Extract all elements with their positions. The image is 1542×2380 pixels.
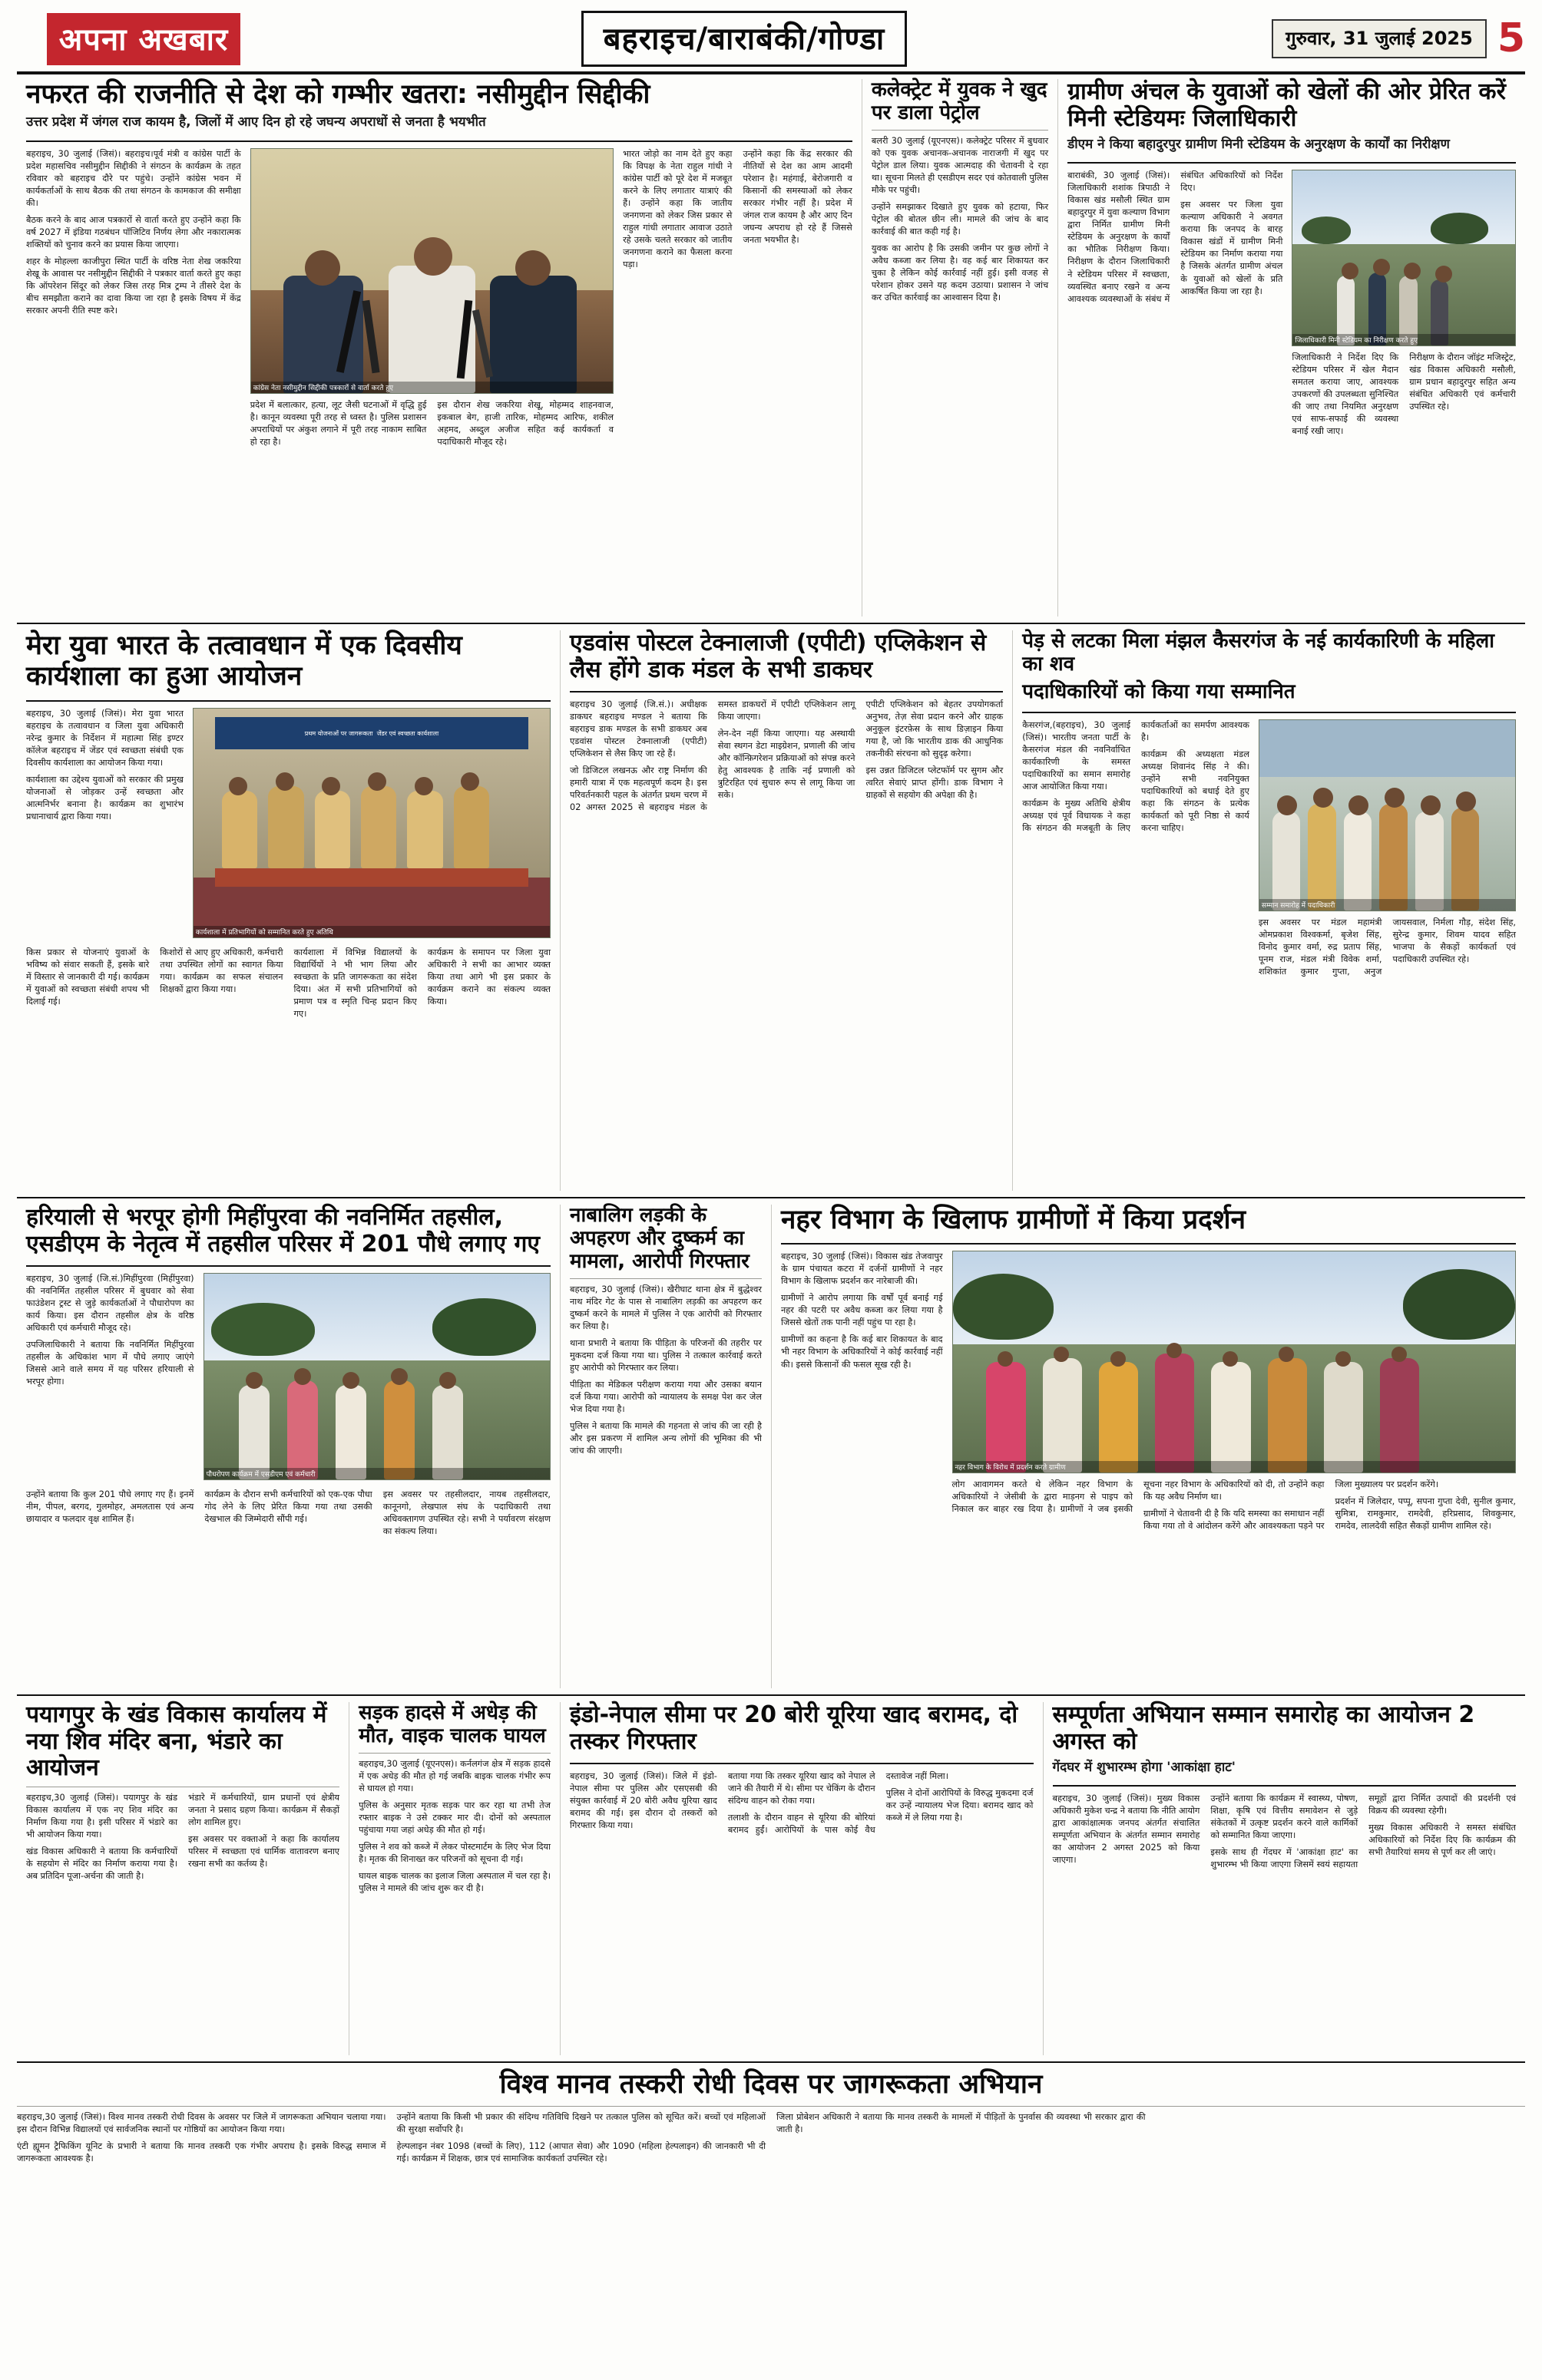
- paragraph: ग्रामीणों ने चेतावनी दी है कि यदि समस्या का समाधान नहीं किया गया तो वे आंदोलन करेंगे और आवश्यकता पड़ने पर जिला मुख्यालय पर प्रदर्शन करेंगे।: [1143, 1479, 1439, 1532]
- paragraph: बहराइच, 30 जुलाई (जिसं)। मुख्य विकास अधिकारी मुकेश चन्द्र ने बताया कि नीति आयोग द्वारा आकांक्षात्मक जनपद अंतर्गत संचालित सम्पूर्णता अभियान के अंतर्गत सम्मान समारोह का आयोजन 2 अगस्त 2025 को किया जाएगा।: [1052, 1793, 1200, 1866]
- paragraph: शहर के मोहल्ला काजीपुरा स्थित पार्टी के वरिष्ठ नेता शेख जकरिया शेखू के आवास पर नसीमुद्दीन सिद्दीकी ने पत्रकार वार्ता करते हुए कहा कि ऑपरेशन सिंदूर को लेकर जिस तरह मित्र ट्रम्प ने तीसरे देश के बीच समझौता कराने का दावा किया जा रहा है इसके विषय में केंद्र सरकार अपनी रीति स्पष्ट करे।: [26, 256, 241, 316]
- paragraph: इस अवसर पर मंडल महामंत्री ओमप्रकाश विश्वकर्मा, बृजेश सिंह, विनोद कुमार वर्मा, रुद्र प्रताप सिंह, पूनम राज, मंडल मंत्री विवेक शर्मा, शशिकांत कुमार गुप्ता, अनुज जायसवाल, निर्मला गौड़, संदेश सिंह, सुरेन्द्र कुमार, शिवम यादव सहित भाजपा के सैकड़ों कार्यकर्ता एवं पदाधिकारी उपस्थित रहे।: [1258, 917, 1516, 977]
- article-body-bottom: [26, 947, 551, 1020]
- article-body-left: [26, 148, 241, 453]
- article-apt-postal: [560, 630, 1012, 1191]
- paragraph: प्रदेश में बलात्कार, हत्या, लूट जैसी घटनाओं में वृद्धि हुई है। कानून व्यवस्था पूरी तरह से ध्वस्त है। पुलिस प्रशासन अपराधियों पर अंकुश लगाने में पूरी तरह नाकाम साबित हो रहा है।: [250, 399, 427, 447]
- paragraph: उन्होंने समझाकर दिखाते हुए युवक को हटाया, फिर पेट्रोल की बोतल छीन ली। मामले की जांच के बाद कार्रवाई की बात कही गई है।: [871, 201, 1049, 236]
- paragraph: पुलिस के अनुसार मृतक सड़क पार कर रहा था तभी तेज रफ्तार बाइक ने उसे टक्कर मार दी। दोनों को अस्पताल पहुंचाया गया जहां अधेड़ की मौत हो गई।: [359, 1800, 551, 1835]
- masthead-date: गुरुवार, 31 जुलाई 2025: [1272, 19, 1487, 58]
- paragraph: इस उन्नत डिजिटल प्लेटफॉर्म पर सुगम और त्वरित सेवाएं प्राप्त होंगी। डाक विभाग ने ग्राहकों से सहयोग की अपेक्षा की है।: [865, 765, 1004, 801]
- article-subhead: डीएम ने किया बहादुरपुर ग्रामीण मिनी स्टेडियम के अनुरक्षण के कार्यों का निरीक्षण: [1067, 137, 1450, 152]
- article-photo: प्रथम योजनाओं पर जागरूकता जेंडर एवं स्वच्छता कार्यशाला कार्यशाला में प्रतिभागियों को सम्मानित करते हुए अतिथि: [193, 708, 551, 938]
- article-body: [1022, 719, 1249, 978]
- paragraph: कार्यक्रम के समापन पर जिला युवा अधिकारी ने सभी का आभार व्यक्त किया तथा आगे भी इस प्रकार के कार्यक्रम कराने का संकल्प व्यक्त किया।: [427, 947, 551, 1007]
- article-headline: ग्रामीण अंचल के युवाओं को खेलों की ओर प्रेरित करें मिनी स्टेडियमः जिलाधिकारी: [1067, 78, 1506, 132]
- masthead: [17, 11, 1525, 74]
- paragraph: प्रदर्शन में जिलेदार, पप्पू, सपना गुप्ता देवी, सुनील कुमार, सुमित्रा, रामकुमार, रामदेवी, हरिप्रसाद, शिवकुमार, रामदेव, लालदेवी सहित सैकड़ों ग्रामीण शामिल रहे।: [1335, 1496, 1516, 1532]
- article-road-accident: [349, 1702, 560, 2055]
- photo-caption: कार्यशाला में प्रतिभागियों को सम्मानित करते हुए अतिथि: [194, 926, 550, 937]
- paragraph: बहराइच, 30 जुलाई (जिसं)। मेरा युवा भारत बहराइच के तत्वावधान व जिला युवा अधिकारी नरेन्द्र कुमार के निर्देशन में महात्मा सिंह इण्टर कॉलेज बहराइच में जेंडर एवं स्वच्छता संबंधी एक दिवसीय कार्यशाला का आयोजन किया गया।: [26, 708, 184, 768]
- paragraph: बहराइच,30 जुलाई (जिसं)। पयागपुर के खंड विकास कार्यालय में एक नए शिव मंदिर का निर्माण किया गया है। इसी परिसर में भंडारे का भी आयोजन किया गया।: [26, 1792, 178, 1840]
- paragraph: एपीटी एप्लिकेशन को बेहतर उपयोगकर्ता अनुभव, तेज़ सेवा प्रदान करने और ग्राहक अनुकूल इंटरफ़ेस के साथ डिज़ाइन किया गया है, जो कि भारतीय डाक की आधुनिक तकनीकी संरचना को सुदृढ़ करेगा।: [865, 699, 1004, 759]
- article-body: [570, 699, 1003, 814]
- paragraph: ग्रामीणों का कहना है कि कई बार शिकायत के बाद भी नहर विभाग के अधिकारियों ने कोई कार्रवाई नहीं की। इससे किसानों की फसल सूख रही है।: [780, 1334, 943, 1370]
- photo-caption: सम्मान समारोह में पदाधिकारी: [1259, 899, 1515, 911]
- article-headline: हरियाली से भरपूर होगी मिहींपुरवा की नवनिर्मित तहसील, एसडीएम के नेतृत्व में तहसील परिसर में 201 पौधे लगाए गए: [26, 1204, 540, 1258]
- article-body-2: [952, 1479, 1516, 1532]
- paragraph: बहराइच, 30 जुलाई (जि.सं.)मिहींपुरवा (मिहींपुरवा) की नवनिर्मित तहसील परिसर में बुधवार को सेवा फाउंडेशन ट्रस्ट से जुड़े कार्यकर्ताओं ने पौधारोपण का कार्य किया। इस दौरान तहसील क्षेत्र के वरिष्ठ अधिकारी एवं कर्मचारी मौजूद रहे।: [26, 1274, 194, 1334]
- paragraph: बहराइच,30 जुलाई (जिसं)। विश्व मानव तस्करी रोधी दिवस के अवसर पर जिले में जागरूकता अभियान चलाया गया। इस दौरान विभिन्न विद्यालयों एवं सार्वजनिक स्थानों पर गोष्ठियों का आयोजन किया गया।: [17, 2112, 386, 2135]
- paragraph: बहराइच, 30 जुलाई (जिसं)। जिले में इंडो-नेपाल सीमा पर पुलिस और एसएसबी की संयुक्त कार्रवाई में 20 बोरी अवैध यूरिया खाद बरामद की गई। इस दौरान दो तस्करों को गिरफ्तार किया गया।: [570, 1771, 717, 1831]
- paragraph: उपजिलाधिकारी ने बताया कि नवनिर्मित मिहींपुरवा तहसील के अधिकांश भाग में पौधे लगाए जाएंगे जिससे आने वाले समय में यह परिसर हरियाली से भरपूर होगा।: [26, 1340, 194, 1387]
- paragraph: पुलिस ने दोनों आरोपियों के विरुद्ध मुकदमा दर्ज कर उन्हें न्यायालय भेज दिया। बरामद खाद को कब्जे में ले लिया गया है।: [885, 1788, 1034, 1823]
- article-body-2: [1259, 917, 1516, 978]
- paragraph: जो डिजिटल लखनऊ और राष्ट्र निर्माण की हमारी यात्रा में एक महत्वपूर्ण कदम है। इस परिवर्तनकारी पहल के अंतर्गत प्रथम चरण में 02 अगस्त 2025 से बहराइच मंडल के समस्त डाकघरों में एपीटी एप्लिकेशन लागू किया जाएगा।: [570, 699, 855, 813]
- article-body-2: [1292, 352, 1516, 438]
- paragraph: कैसरगंज,(बहराइच), 30 जुलाई (जिसं)। भारतीय जनता पार्टी के कैसरगंज मंडल की नवनिर्वाचित कार्यकारिणी के समस्त पदाधिकारियों का समान समारोह आज आयोजित किया गया।: [1022, 719, 1131, 792]
- article-mini-stadium: [1057, 79, 1525, 616]
- article-photo: [1259, 719, 1516, 911]
- paragraph: तलाशी के दौरान वाहन से यूरिया की बोरियां बरामद हुईं। आरोपियों के पास कोई वैध दस्तावेज नहीं मिला।: [727, 1771, 949, 1836]
- paragraph: कार्यशाला का उद्देश्य युवाओं को सरकार की प्रमुख योजनाओं से जोड़कर उन्हें स्वच्छता और आत्मनिर्भर बनाना है। कार्यक्रम का शुभारंभ प्रधानाचार्य द्वारा किया गया।: [26, 774, 184, 821]
- paragraph: बलरी 30 जुलाई (यूएनएस)। कलेक्ट्रेट परिसर में बुधवार को एक युवक अचानक-अचानक नाराजगी में खुद पर पेट्रोल डाल लिया। युवक आत्मदाह की चेतावनी दे रहा था। सूचना मिलते ही एसडीएम सदर एवं कोतवाली पुलिस मौके पर पहुंची।: [871, 135, 1049, 195]
- paragraph: किशोरों से आए हुए अधिकारी, कर्मचारी तथा उपस्थित लोगों का स्वागत किया गया। कार्यक्रम का सफल संचालन शिक्षकों द्वारा किया गया।: [160, 947, 283, 994]
- paragraph: जिलाधिकारी ने निर्देश दिए कि स्टेडियम परिसर में खेल मैदान समतल कराया जाए, आवश्यक उपकरणों की उपलब्धता सुनिश्चित की जाए तथा नियमित अनुरक्षण एवं साफ-सफाई की व्यवस्था बनाई रखी जाए।: [1292, 352, 1399, 437]
- article-mihipurwa-tehsil: [17, 1205, 560, 1688]
- article-body: [359, 1758, 551, 1899]
- paragraph: इस दौरान शेख जकरिया शेखू, मोहम्मद शाहनवाज, इकबाल बेग, हाजी तारिक, मोहम्मद आरिफ, शकील अहमद, अब्दुल अजीज सहित कई कार्यकर्ता व पदाधिकारी मौजूद रहे।: [437, 399, 614, 447]
- masthead-logo-text: अपना अखबार: [47, 13, 241, 65]
- paragraph: बताया गया कि तस्कर यूरिया खाद को नेपाल ले जाने की तैयारी में थे। सीमा पर चेकिंग के दौरान संदिग्ध वाहन को रोका गया।: [727, 1771, 875, 1806]
- article-body-left: [26, 708, 184, 944]
- article-headline: पेड़ से लटका मिला मंझल कैसरगंज के नई कार्यकारिणी के महिला का शव: [1022, 630, 1494, 676]
- paragraph: युवक का आरोप है कि उसकी जमीन पर कुछ लोगों ने अवैध कब्जा कर लिया है। वह कई बार शिकायत कर चुका है लेकिन कोई कार्रवाई नहीं हुई। इसी वजह से परेशान होकर उसने यह कदम उठाया। प्रशासन ने जांच कर उचित कार्रवाई का आश्वासन दिया है।: [871, 243, 1049, 303]
- row-1: [17, 79, 1525, 616]
- paragraph: उन्होंने बताया कि कार्यक्रम में स्वास्थ्य, पोषण, शिक्षा, कृषि एवं वित्तीय समावेशन से जुड़े संकेतकों में उत्कृष्ट प्रदर्शन करने वाले कार्मिकों को सम्मानित किया जाएगा।: [1210, 1793, 1358, 1841]
- paragraph: कार्यक्रम के दौरान सभी कर्मचारियों को एक-एक पौधा गोद लेने के लिए प्रेरित किया गया तथा उसकी देखभाल की जिम्मेदारी सौंपी गई।: [204, 1489, 372, 1525]
- paragraph: कार्यक्रम की अध्यक्षता मंडल अध्यक्ष शिवानंद सिंह ने की। उन्होंने सभी नवनियुक्त पदाधिकारियों को बधाई देते हुए कहा कि संगठन के प्रत्येक कार्यकर्ता को पूरी निष्ठा से कार्य करना चाहिए।: [1141, 749, 1249, 833]
- article-body-left: [781, 1251, 943, 1532]
- masthead-edition: [270, 11, 1218, 67]
- paragraph: इसके साथ ही गेंदघर में 'आकांक्षा हाट' का शुभारम्भ भी किया जाएगा जिसमें स्वयं सहायता समूहों द्वारा निर्मित उत्पादों की प्रदर्शनी एवं विक्रय की व्यवस्था रहेगी।: [1210, 1793, 1516, 1870]
- article-anti-trafficking-day: [17, 2069, 1525, 2165]
- article-headline: नहर विभाग के खिलाफ ग्रामीणों में किया प्रदर्शन: [780, 1205, 1246, 1235]
- article-sampoornata-abhiyan: [1043, 1702, 1526, 2055]
- paragraph: बहराइच,30 जुलाई (यूएनएस)। कर्नलगंज क्षेत्र में सड़क हादसे में एक अधेड़ की मौत हो गई जबकि बाइक चालक गंभीर रूप से घायल हो गया।: [359, 1758, 551, 1793]
- article-headline-2: पदाधिकारियों को किया गया सम्मानित: [1022, 679, 1295, 703]
- masthead-edition-text: बहराइच/बाराबंकी/गोण्डा: [581, 11, 908, 67]
- paragraph: इस अवसर पर जिला युवा कल्याण अधिकारी ने अवगत कराया कि जनपद के बारह विकास खंडों में ग्रामीण मिनी स्टेडियम का निर्माण कराया गया है जिसके अंतर्गत ग्रामीण अंचल के युवाओं को खेलों के प्रति आकर्षित किया जा रहा है।: [1180, 200, 1283, 296]
- article-headline: नफरत की राजनीति से देश को गम्भीर खतरा: नसीमुद्दीन सिद्दीकी: [26, 79, 650, 110]
- paragraph: भारत जोड़ो का नाम देते हुए कहा कि विपक्ष के नेता राहुल गांधी ने कांग्रेस पार्टी को पूरे देश में मजबूत करने के लिए लगातार यात्राएं की हैं। उन्होंने कहा कि जातीय जनगणना को लेकर जिस प्रकार से राहुल गांधी लगातार आवाज उठाते रहे उसके चलते सरकार को जातीय जनगणना कराने का फैसला करना पड़ा।: [623, 148, 733, 269]
- article-photo: [250, 148, 614, 394]
- article-collectorate-petrol: [862, 79, 1057, 616]
- paragraph: ग्रामीणों ने आरोप लगाया कि वर्षों पूर्व बनाई गई नहर की पटरी पर अवैध कब्जा कर लिया गया है जिससे खेतों तक पानी नहीं पहुंच पा रहा है।: [780, 1293, 943, 1328]
- paragraph: भंडारे में कर्मचारियों, ग्राम प्रधानों एवं क्षेत्रीय जनता ने प्रसाद ग्रहण किया। कार्यक्रम में सैकड़ों लोग शामिल हुए।: [188, 1792, 340, 1827]
- row-3: [17, 1205, 1525, 1688]
- paragraph: उन्होंने कहा कि केंद्र सरकार की नीतियों से देश का आम आदमी परेशान है। महंगाई, बेरोजगारी व किसानों की समस्याओं को लेकर सरकार गंभीर नहीं है। प्रदेश में जंगल राज कायम है और आए दिन जघन्य अपराध हो रहे हैं जिससे जनता भयभीत है।: [743, 148, 852, 245]
- paragraph: किस प्रकार से योजनाएं युवाओं के भविष्य को संवार सकती हैं, इसके बारे में विस्तार से जानकारी दी गई। कार्यक्रम में युवाओं को स्वच्छता संबंधी शपथ भी दिलाई गई।: [26, 947, 150, 1007]
- article-body-left: [26, 1273, 194, 1486]
- photo-caption: पौधरोपण कार्यक्रम में एसडीएम एवं कर्मचारी: [204, 1468, 550, 1479]
- article-body: [1067, 170, 1282, 438]
- article-body: [570, 1284, 762, 1462]
- masthead-meta: [1218, 11, 1525, 67]
- paragraph: बाराबंकी, 30 जुलाई (जिसं)। जिलाधिकारी शशांक त्रिपाठी ने विकास खंड मसौली स्थित ग्राम बहादुरपुर में युवा कल्याण विभाग द्वारा निर्मित ग्रामीण मिनी स्टेडियम के अनुरक्षण के कार्यों का भौतिक निरीक्षण किया। निरीक्षण के दौरान जिलाधिकारी ने स्टेडियम परिसर में स्वच्छता, व्यवस्थित बनाए रखने व अन्य आवश्यक व्यवस्थाओं के संबंध में संबंधित अधिकारियों को निर्देश दिए।: [1067, 170, 1283, 304]
- photo-caption: नहर विभाग के विरोध में प्रदर्शन करते ग्रामीण: [953, 1461, 1515, 1473]
- article-kaisarganj-samman: [1012, 630, 1525, 1191]
- paragraph: एंटी ह्यूमन ट्रैफिकिंग यूनिट के प्रभारी ने बताया कि मानव तस्करी एक गंभीर अपराध है। इसके विरुद्ध समाज में जागरूकता आवश्यक है।: [17, 2141, 386, 2164]
- article-subhead: गेंदघर में शुभारम्भ होगा 'आकांक्षा हाट': [1052, 1760, 1236, 1775]
- paragraph: कार्यक्रम के मुख्य अतिथि क्षेत्रीय अध्यक्ष एवं पूर्व विधायक ने कहा कि संगठन की मजबूती के लिए कार्यकर्ताओं का समर्पण आवश्यक है।: [1022, 719, 1249, 833]
- paragraph: उन्होंने बताया कि कुल 201 पौधे लगाए गए हैं। इनमें नीम, पीपल, बरगद, गुलमोहर, अमलतास एवं अन्य छायादार व फलदार वृक्ष शामिल हैं।: [26, 1489, 194, 1525]
- paragraph: पुलिस ने बताया कि मामले की गहनता से जांच की जा रही है और इस प्रकरण में शामिल अन्य लोगों की भूमिका की भी जांच की जाएगी।: [570, 1420, 762, 1456]
- article-payagpur-shiv-mandir: [17, 1702, 349, 2055]
- page-number: 5: [1497, 15, 1525, 62]
- article-headline: पयागपुर के खंड विकास कार्यालय में नया शिव मंदिर बना, भंडारे का आयोजन: [26, 1701, 327, 1781]
- paragraph: पुलिस ने शव को कब्जे में लेकर पोस्टमार्टम के लिए भेज दिया है। मृतक की शिनाख्त कर परिजनों को सूचना दी गई।: [359, 1841, 551, 1864]
- paragraph: इस अवसर पर तहसीलदार, नायब तहसीलदार, कानूनगो, लेखपाल संघ के पदाधिकारी तथा अधिवक्तागण उपस्थित रहे। सभी ने पर्यावरण संरक्षण का संकल्प लिया।: [382, 1489, 551, 1537]
- article-headline: इंडो-नेपाल सीमा पर 20 बोरी यूरिया खाद बरामद, दो तस्कर गिरफ्तार: [570, 1701, 1018, 1755]
- paragraph: बैठक करने के बाद आज पत्रकारों से वार्ता करते हुए उन्होंने कहा कि वर्ष 2027 में इंडिया गठबंधन पॉजिटिव निर्णय लेगा और नकारात्मक शक्तियों को चुनाव करने का प्रयास किया जाएगा।: [26, 214, 241, 250]
- paragraph: खंड विकास अधिकारी ने बताया कि कर्मचारियों के सहयोग से मंदिर का निर्माण कराया गया है। अब प्रतिदिन पूजा-अर्चना की जाती है।: [26, 1846, 178, 1881]
- row-4: [17, 1702, 1525, 2055]
- paragraph: बहराइच, 30 जुलाई (जिसं)। बहराइच।पूर्व मंत्री व कांग्रेस पार्टी के प्रदेश महासचिव नसीमुद्दीन सिद्दीकी ने संगठन के कार्यक्रम के तहत रविवार को बहराइच दौरे पर पहुंचे। उन्होंने कांग्रेस भवन में कार्यकर्ताओं के साथ बैठक की तथा संगठन के कामकाज की समीक्षा की।: [26, 148, 241, 208]
- paragraph: हेल्पलाइन नंबर 1098 (बच्चों के लिए), 112 (आपात सेवा) और 1090 (महिला हेल्पलाइन) की जानकारी भी दी गई। कार्यक्रम में शिक्षक, छात्र एवं सामाजिक कार्यकर्ता उपस्थित रहे।: [396, 2141, 766, 2164]
- paragraph: लेन-देन नहीं किया जाएगा। यह अस्थायी सेवा स्थगन डेटा माइग्रेशन, प्रणाली की जांच और कॉन्फ़िगरेशन प्रक्रियाओं को संपन्न करने हेतु आवश्यक है ताकि नई प्रणाली को त्रुटिरहित एवं सुचारु रूप से लागू किया जा सके।: [717, 729, 855, 801]
- masthead-logo: [17, 11, 270, 67]
- paragraph: थाना प्रभारी ने बताया कि पीड़िता के परिजनों की तहरीर पर मुकदमा दर्ज किया गया था। पुलिस ने तत्काल कार्रवाई करते हुए आरोपी को गिरफ्तार कर लिया।: [570, 1337, 762, 1373]
- article-subhead: उत्तर प्रदेश में जंगल राज कायम है, जिलों में आए दिन हो रहे जघन्य अपराधों से जनता है भयभीत: [26, 114, 486, 131]
- article-headline: सड़क हादसे में अधेड़ की मौत, वाइक चालक घायल: [359, 1701, 546, 1747]
- article-kidnapping-case: [560, 1205, 771, 1688]
- paragraph: बहराइच, 30 जुलाई (जिसं)। खैरीघाट थाना क्षेत्र में बुद्धेश्वर नाथ मंदिर गेट के पास से नाबालिग लड़की का अपहरण कर दुष्कर्म करने के मामले में पुलिस ने एक आरोपी को गिरफ्तार कर लिया है।: [570, 1284, 762, 1331]
- article-body: [872, 135, 1048, 309]
- article-photo: [952, 1251, 1516, 1473]
- paragraph: लोग आवागमन करते थे लेकिन नहर विभाग के अधिकारियों ने जेसीबी के द्वारा माड़नग से पाइप को निकाल कर बाहर रख दिया है। ग्रामीणों ने जब इसकी सूचना नहर विभाग के अधिकारियों को दी, तो उन्होंने कहा कि यह अवैध निर्माण था।: [951, 1479, 1325, 1515]
- paragraph: पीड़िता का मेडिकल परीक्षण कराया गया और उसका बयान दर्ज किया गया। आरोपी को न्यायालय के समक्ष पेश कर जेल भेज दिया गया है।: [570, 1379, 762, 1414]
- article-headline: कलेक्ट्रेट में युवक ने खुद पर डाला पेट्रोल: [871, 78, 1047, 124]
- article-headline: नाबालिग लड़की के अपहरण और दुष्कर्म का मामला, आरोपी गिरफ्तार: [570, 1204, 749, 1273]
- article-headline: मेरा युवा भारत के तत्वावधान में एक दिवसीय कार्यशाला का हुआ आयोजन: [26, 630, 462, 693]
- article-body: [26, 1792, 339, 1883]
- paragraph: बहराइच 30 जुलाई (जि.सं.)। अधीक्षक डाकघर बहराइच मण्डल ने बताया कि बहराइच डाक मण्डल के सभी डाकघर अब एडवांस पोस्टल टेक्नालाजी (एपीटी) एप्लिकेशन से लैस किए जा रहे हैं।: [570, 699, 707, 759]
- paragraph: निरीक्षण के दौरान जॉइंट मजिस्ट्रेट, खंड विकास अधिकारी मसौली, ग्राम प्रधान बहादुरपुर सहित अन्य संबंधित अधिकारी एवं कर्मचारी उपस्थित रहे।: [1409, 352, 1516, 412]
- article-body-bottom: [26, 1489, 551, 1538]
- photo-caption: जिलाधिकारी मिनी स्टेडियम का निरीक्षण करते हुए: [1292, 334, 1515, 345]
- article-body: [17, 2111, 1525, 2165]
- paragraph: कार्यशाला में विभिन्न विद्यालयों के विद्यार्थियों ने भी भाग लिया और स्वच्छता के प्रति जागरूकता का संदेश दिया। अंत में सभी प्रतिभागियों को प्रमाण पत्र व स्मृति चिन्ह प्रदान किए गए।: [293, 947, 417, 1019]
- article-photo: [204, 1273, 551, 1480]
- article-body: [570, 1770, 1033, 1836]
- article-photo: [1292, 170, 1516, 346]
- row-2: [17, 630, 1525, 1191]
- photo-caption: कांग्रेस नेता नसीमुद्दीन सिद्दीकी पत्रकारों से वार्ता करते हुए: [251, 382, 613, 393]
- article-headline: विश्व मानव तस्करी रोधी दिवस पर जागरूकता अभियान: [499, 2069, 1043, 2100]
- paragraph: बहराइच, 30 जुलाई (जिसं)। विकास खंड तेजवापुर के ग्राम पंचायत कटरा में दर्जनों ग्रामीणों ने नहर विभाग के खिलाफ प्रदर्शन कर नारेबाजी की।: [780, 1251, 943, 1287]
- article-headline: एडवांस पोस्टल टेक्नालाजी (एपीटी) एप्लिकेशन से लैस होंगे डाक मंडल के सभी डाकघर: [570, 630, 987, 683]
- article-body: [1053, 1793, 1517, 1871]
- article-body-right: [623, 148, 852, 453]
- article-urea-smuggling: [560, 1702, 1042, 2055]
- paragraph: घायल बाइक चालक का इलाज जिला अस्पताल में चल रहा है। पुलिस ने मामले की जांच शुरू कर दी है।: [359, 1871, 551, 1894]
- article-mera-yuva-bharat: [17, 630, 560, 1191]
- article-body-under-photo: [250, 399, 614, 453]
- article-nahar-vibhag-protest: [771, 1205, 1525, 1688]
- paragraph: उन्होंने बताया कि किसी भी प्रकार की संदिग्ध गतिविधि दिखने पर तत्काल पुलिस को सूचित करें। बच्चों एवं महिलाओं की सुरक्षा सर्वोपरि है।: [396, 2112, 766, 2135]
- article-nafrat-ki-rajniti: [17, 79, 862, 616]
- paragraph: मुख्य विकास अधिकारी ने समस्त संबंधित अधिकारियों को निर्देश दिए कि कार्यक्रम की सभी तैयारियां समय से पूर्ण कर ली जाएं।: [1368, 1823, 1516, 1858]
- paragraph: इस अवसर पर वक्ताओं ने कहा कि कार्यालय परिसर में स्वच्छता एवं धार्मिक वातावरण बनाए रखना सभी का कर्तव्य है।: [188, 1833, 340, 1869]
- paragraph: जिला प्रोबेशन अधिकारी ने बताया कि मानव तस्करी के मामलों में पीड़ितों के पुनर्वास की व्यवस्था भी सरकार द्वारा की जाती है।: [776, 2112, 1146, 2135]
- article-headline: सम्पूर्णता अभियान सम्मान समारोह का आयोजन 2 अगस्त को: [1052, 1701, 1475, 1755]
